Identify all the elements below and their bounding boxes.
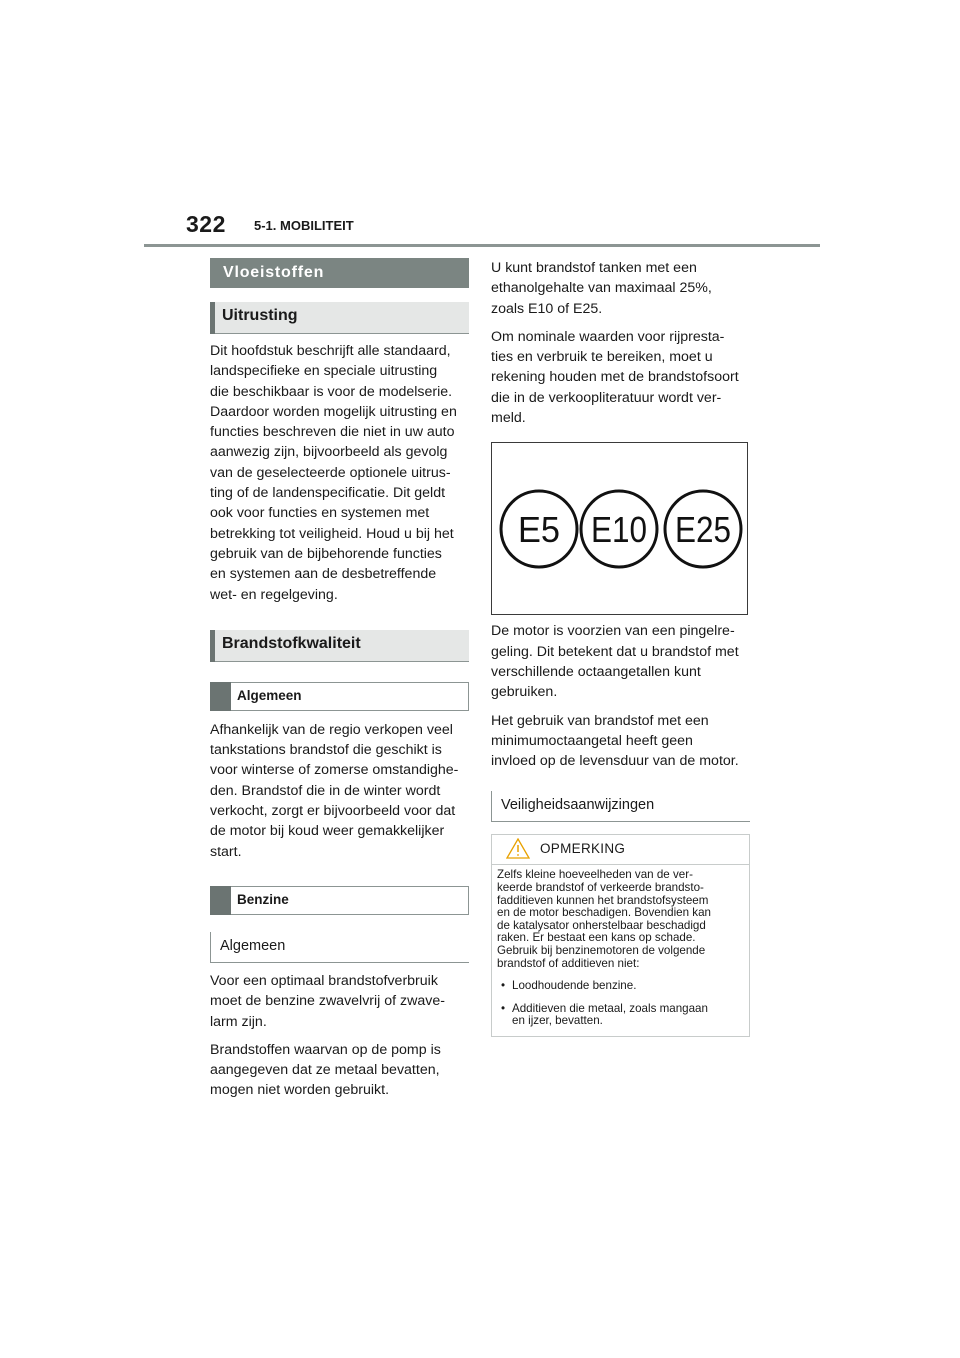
text-line: verschillende octaangetallen kunt	[491, 663, 701, 680]
text-line: voor winterse of zomerse omstandighe-	[210, 762, 459, 779]
note-header	[492, 835, 749, 865]
text-line: keerde brandstof of verkeerde brandsto-	[497, 881, 704, 895]
paragraph-benzine-zwavel	[210, 971, 469, 1032]
heading-benzine: Benzine	[210, 886, 469, 915]
text-line: betrekking tot veiligheid. Houd u bij het	[210, 525, 454, 542]
sign-e10	[581, 491, 657, 567]
text-line: van de geselecteerde optionele uitrus-	[210, 464, 451, 481]
paragraph-uitrusting	[210, 341, 469, 605]
heading-algemeen: Algemeen	[210, 682, 469, 711]
note-body	[492, 865, 749, 1036]
text-line: meld.	[491, 410, 526, 427]
heading-veiligheidsaanwijzingen: Veiligheidsaanwijzingen	[491, 791, 750, 822]
text-line: Daardoor worden mogelijk uitrusting en	[210, 403, 457, 420]
text-line: aanwezig zijn, bijvoorbeeld als gevolg	[210, 444, 448, 461]
text-line: Om nominale waarden voor rijpresta-	[491, 328, 725, 345]
text-line: gebruik van de bijbehorende functies	[210, 545, 442, 562]
right-column	[491, 258, 750, 1037]
text-line: ethanolgehalte van maximaal 25%,	[491, 280, 712, 297]
note-box	[491, 834, 750, 1037]
note-bullet-list	[497, 980, 740, 1028]
text-line: fadditieven kunnen het brandstofsysteem	[497, 893, 709, 907]
warning-triangle-icon	[506, 838, 530, 862]
paragraph-nominaal	[491, 327, 750, 428]
sign-e5-label: E5	[518, 509, 560, 551]
note-bullet-metaal	[497, 1003, 740, 1028]
note-title: OPMERKING	[540, 841, 626, 857]
heading-algemeen-benzine: Algemeen	[210, 932, 469, 963]
text-line: ties en verbruik te bereiken, moet u	[491, 349, 713, 366]
section-label: 5-1. MOBILITEIT	[254, 218, 354, 233]
text-line: Brandstoffen waarvan op de pomp is	[210, 1041, 441, 1058]
text-line: U kunt brandstof tanken met een	[491, 260, 697, 276]
paragraph-pingel	[491, 621, 750, 702]
text-line: ook voor functies en systemen met	[210, 505, 430, 522]
sign-e25-label: E25	[675, 509, 731, 551]
text-line: raken. Er bestaat een kans op schade.	[497, 931, 696, 945]
text-line: aangegeven dat ze metaal bevatten,	[210, 1062, 440, 1079]
heading-uitrusting: Uitrusting	[210, 302, 469, 334]
page-number: 322	[186, 211, 226, 237]
sign-e5	[501, 491, 577, 567]
text-line: De motor is voorzien van een pingelre-	[491, 623, 735, 640]
text-line: moet de benzine zwavelvrij of zwave-	[210, 993, 445, 1010]
text-line: zoals E10 of E25.	[491, 300, 603, 317]
left-column	[210, 258, 469, 1101]
paragraph-octaan	[491, 711, 750, 772]
sign-e25	[665, 491, 741, 567]
text-line: gebruiken.	[491, 684, 558, 701]
text-line: die beschikbaar is voor de modelserie.	[210, 383, 453, 400]
text-line: geling. Dit betekent dat u brandstof met	[491, 643, 739, 660]
text-line: landspecifieke en speciale uitrusting	[210, 363, 438, 380]
text-line: functies beschreven die niet in uw auto	[210, 424, 455, 441]
text-line: en de motor beschadigen. Bovendien kan	[497, 906, 711, 920]
text-line: Loodhoudende benzine.	[512, 979, 637, 993]
note-text	[497, 869, 740, 970]
text-line: brandstof of additieven niet:	[497, 956, 640, 970]
header-rule	[144, 244, 820, 247]
paragraph-algemeen	[210, 720, 469, 862]
text-line: tankstations brandstof die geschikt is	[210, 742, 442, 759]
text-line: invloed op de levensduur van de motor.	[491, 753, 739, 770]
sign-e10-label: E10	[591, 509, 647, 551]
text-line: Voor een optimaal brandstofverbruik	[210, 972, 438, 989]
text-line: mogen niet worden gebruikt.	[210, 1082, 390, 1099]
text-line: de motor bij koud weer gemakkelijker	[210, 823, 445, 840]
text-line: Dit hoofdstuk beschrijft alle standaard,	[210, 343, 451, 359]
text-line: verkocht, zorgt er bijvoorbeeld voor dat	[210, 803, 456, 820]
text-line: start.	[210, 843, 242, 860]
note-bullet-lood	[497, 980, 740, 993]
text-line: en ijzer, bevatten.	[512, 1014, 603, 1028]
text-line: den. Brandstof die in de winter wordt	[210, 782, 441, 799]
text-line: Gebruik bij benzinemotoren de volgende	[497, 944, 706, 958]
text-line: wet- en regelgeving.	[210, 586, 338, 603]
heading-brandstofkwaliteit: Brandstofkwaliteit	[210, 630, 469, 662]
text-line: ting of de landenspecificatie. Dit geldt	[210, 485, 446, 502]
text-line: de katalysator onherstelbaar beschadigd	[497, 918, 706, 932]
text-line: die in de verkoopliteratuur wordt ver-	[491, 389, 722, 406]
text-line: Additieven die metaal, zoals mangaan	[512, 1001, 708, 1015]
heading-vloeistoffen: Vloeistoffen	[210, 258, 469, 288]
text-line: minimumoctaangetal heeft geen	[491, 732, 693, 749]
fuel-sign-figure	[491, 442, 748, 615]
text-line: larm zijn.	[210, 1013, 267, 1030]
paragraph-benzine-metaal	[210, 1040, 469, 1101]
text-line: Het gebruik van brandstof met een	[491, 712, 709, 729]
text-line: rekening houden met de brandstofsoort	[491, 369, 739, 386]
text-line: en systemen aan de desbetreffende	[210, 566, 437, 583]
text-line: Zelfs kleine hoeveelheden van de ver-	[497, 868, 693, 882]
paragraph-ethanol	[491, 258, 750, 319]
text-line: Afhankelijk van de regio verkopen veel	[210, 721, 453, 738]
